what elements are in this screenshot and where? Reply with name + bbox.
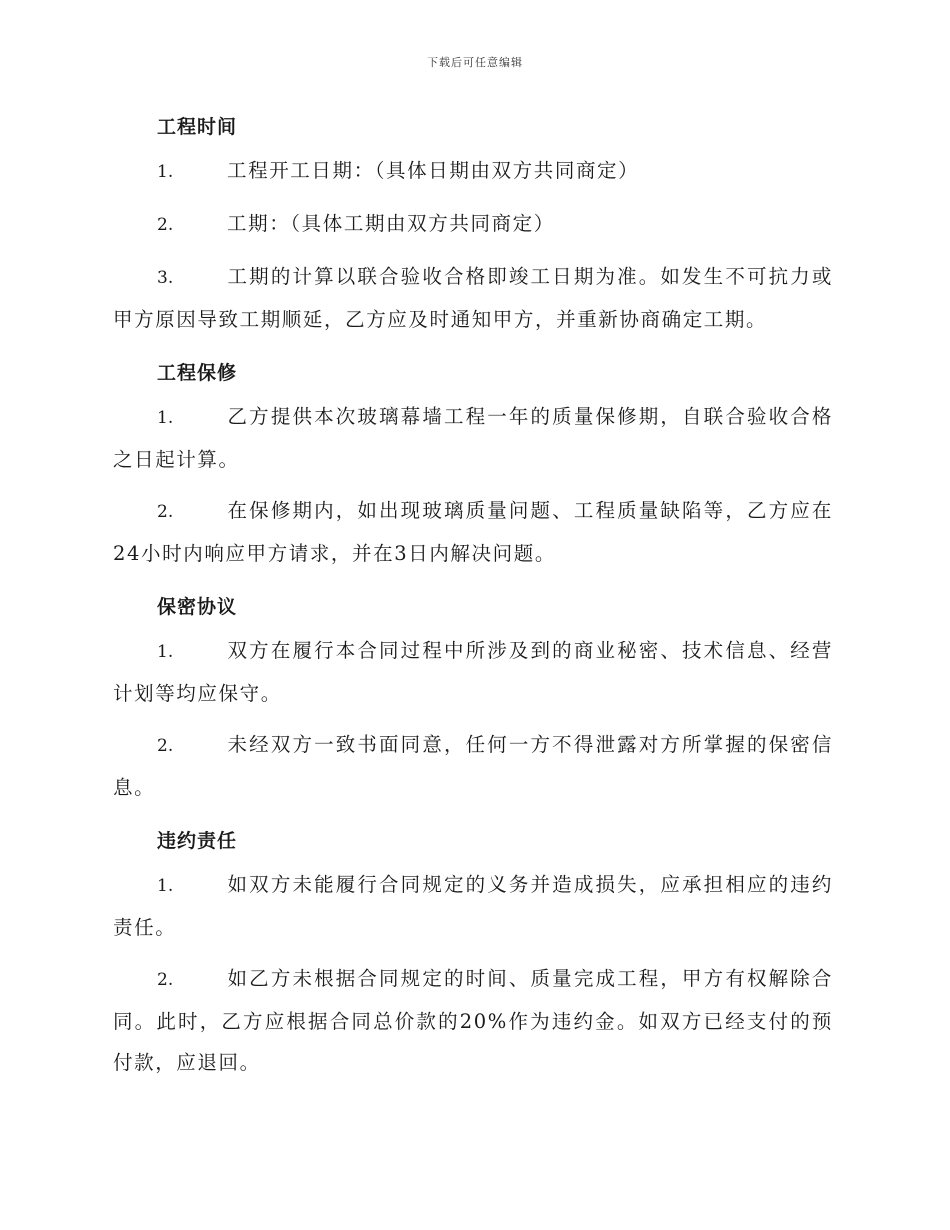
clause-number: 3. (157, 268, 174, 288)
clause-number: 2. (157, 502, 174, 522)
section-title-warranty: 工程保修 (157, 362, 238, 384)
clause-text: 乙方提供本次玻璃幕墙工程一年的质量保修期，自联合验收合格之日起计算。 (113, 405, 833, 471)
clause-number: 1. (157, 162, 174, 182)
clause-number: 1. (157, 408, 174, 428)
clause-warranty-2 (113, 490, 833, 574)
document-body (113, 104, 833, 1093)
clause-number: 1. (157, 876, 174, 896)
clause-text: 双方在履行本合同过程中所涉及到的商业秘密、技术信息、经营计划等均应保守。 (113, 639, 833, 705)
section-title-schedule: 工程时间 (157, 116, 238, 138)
clause-number: 2. (157, 215, 174, 235)
clause-text: 工期的计算以联合验收合格即竣工日期为准。如发生不可抗力或甲方原因导致工期顺延，乙方应及时通知甲方，并重新协商确定工期。 (113, 265, 833, 331)
clause-warranty-1 (113, 396, 833, 480)
clause-number: 2. (157, 970, 174, 990)
clause-schedule-2 (113, 203, 833, 246)
clause-text: 如双方未能履行合同规定的义务并造成损失，应承担相应的违约责任。 (113, 873, 833, 939)
clause-liability-2 (113, 958, 833, 1083)
clause-schedule-3 (113, 256, 833, 340)
clause-text: 工程开工日期：（具体日期由双方共同商定） (227, 159, 640, 182)
clause-confidentiality-2 (113, 724, 833, 808)
section-title-liability: 违约责任 (157, 830, 238, 852)
clause-number: 1. (157, 642, 174, 662)
clause-text: 如乙方未根据合同规定的时间、质量完成工程，甲方有权解除合同。此时，乙方应根据合同总价款的20%作为违约金。如双方已经支付的预付款，应退回。 (113, 967, 833, 1074)
clause-liability-1 (113, 864, 833, 948)
clause-number: 2. (157, 736, 174, 756)
clause-schedule-1 (113, 150, 833, 193)
clause-text: 工期：（具体工期由双方共同商定） (227, 212, 555, 235)
section-title-confidentiality: 保密协议 (157, 596, 238, 618)
clause-confidentiality-1 (113, 630, 833, 714)
clause-text: 在保修期内，如出现玻璃质量问题、工程质量缺陷等，乙方应在24小时内响应甲方请求，并在3日内解决问题。 (113, 499, 833, 565)
page-header: 下载后可任意编辑 (427, 56, 523, 69)
clause-text: 未经双方一致书面同意，任何一方不得泄露对方所掌握的保密信息。 (113, 733, 833, 799)
